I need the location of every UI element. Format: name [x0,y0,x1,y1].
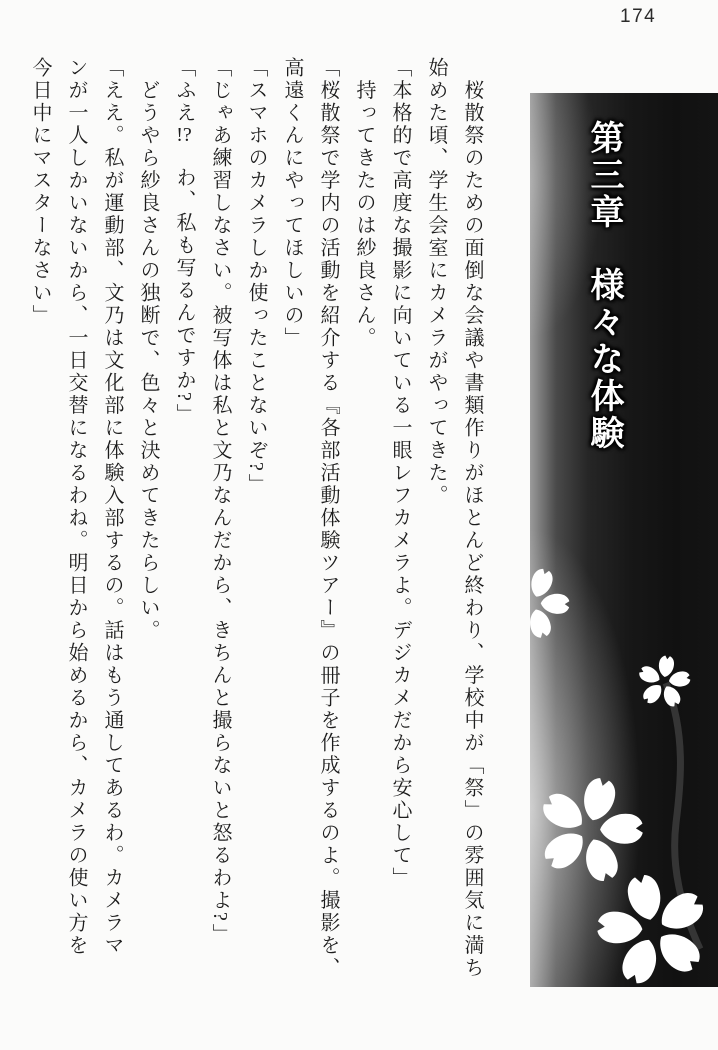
text-column: 始めた頃、学生会室にカメラがやってきた。 [425,57,447,507]
sakura-flower [530,764,657,894]
page-number: 174 [620,6,657,27]
sakura-flower [584,862,718,987]
chapter-banner [530,93,718,987]
text-column: 高遠くんにやってほしいの」 [281,57,303,350]
text-column: ンが一人しかいないから、一日交替になるわね。明日から始めるから、カメラの使い方を [65,57,87,957]
exclamation-question-tatechuyoko: !? [176,124,192,145]
text-column: 今日中にマスターなさい」 [29,57,51,327]
text-column: 持ってきたのは紗良さん。 [353,57,375,350]
sakura-flower [530,557,580,648]
text-column: 「スマホのカメラしか使ったことないぞ?」 [245,57,267,496]
text-column: どうやら紗良さんの独断で、色々と決めてきたらしい。 [137,57,159,642]
chapter-name-label: 様々な体験 [585,267,623,452]
text-column: 「ふえ!? わ、私も写るんですか?」 [173,57,195,426]
novel-text-block [22,57,490,1007]
text-column: 「ええ。私が運動部、文乃は文化部に体験入部するの。話はもう通してあるわ。カメラマ [101,57,123,957]
chapter-title [580,120,629,452]
chapter-number-label: 第三章 [585,120,623,231]
text-column: 「本格的で高度な撮影に向いている一眼レフカメラよ。デジカメだから安心して」 [389,57,411,890]
sakura-flower [633,652,694,711]
text-column: 「じゃあ練習しなさい。被写体は私と文乃なんだから、きちんと撮らないと怒るわよ?」 [209,57,231,946]
text-column: 桜散祭のための面倒な会議や書類作りがほとんど終わり、学校中が「祭」の雰囲気に満ち [461,57,483,980]
text-column: 「桜散祭で学内の活動を紹介する『各部活動体験ツアー』の冊子を作成するのよ。撮影を、 [317,57,339,980]
